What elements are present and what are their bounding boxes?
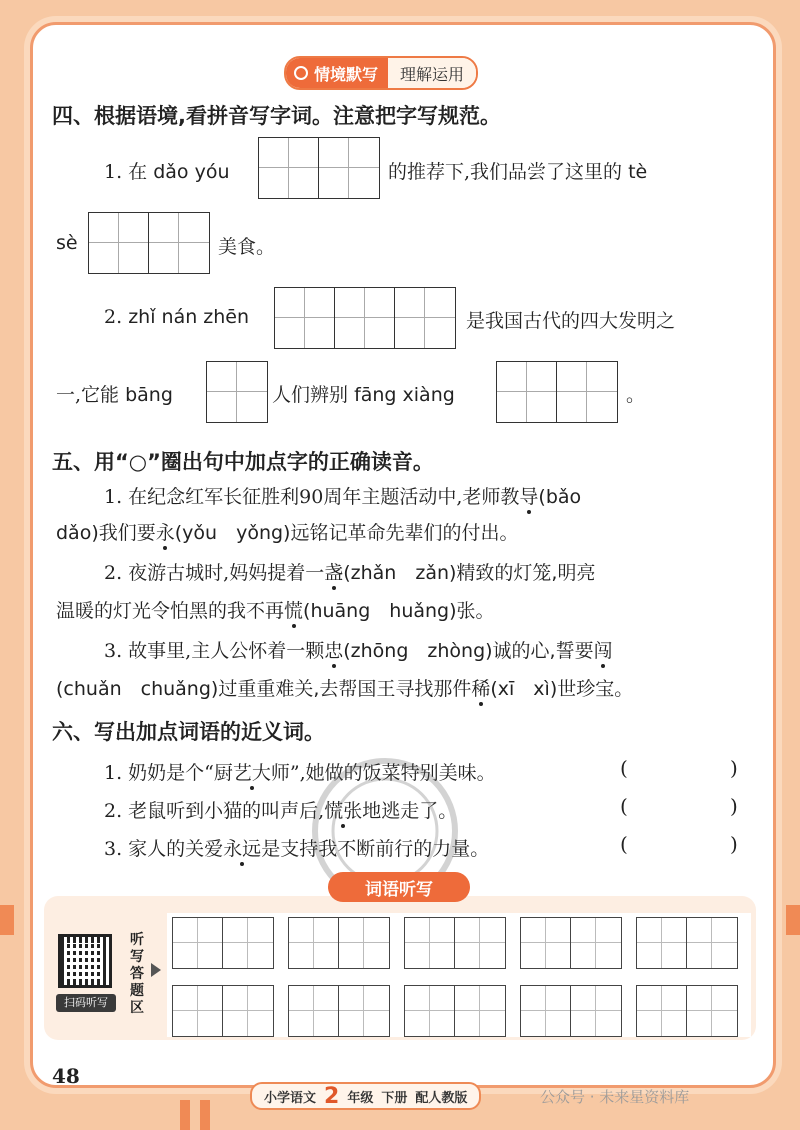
listening-banner: 词语听写 — [328, 872, 470, 902]
paren-open: ( — [620, 756, 628, 780]
q5-s2-line1 — [104, 558, 595, 585]
paren-close: ) — [730, 756, 738, 780]
page-number: 48 — [52, 1064, 80, 1088]
q5-s3-line2 — [56, 674, 633, 701]
q4-s1-prefix-text: 1. 在 — [104, 161, 148, 183]
dotted-char: 盏 — [324, 562, 344, 584]
listening-box[interactable] — [404, 985, 506, 1037]
q4-s2-line2b-text: 人们辨别 — [272, 384, 349, 406]
q4-s2-end: 。 — [626, 384, 646, 406]
dotted-char: 闯 — [593, 640, 613, 662]
q4-s2-prefix-text: 2. — [104, 306, 123, 328]
listening-box[interactable] — [520, 917, 622, 969]
footer-edition: 配人教版 — [415, 1090, 468, 1106]
dotted-char: 稀 — [471, 678, 491, 700]
q5-text: (huāng huǎng)张。 — [303, 600, 495, 622]
pinyin: dǎo)我们要 — [56, 522, 156, 544]
listening-side-label: 听写答题区 — [130, 932, 144, 1016]
answer-boxes[interactable] — [206, 361, 268, 423]
arrow-right-icon — [151, 963, 161, 977]
pinyin: sè — [56, 232, 78, 254]
q4-s2-line2a-text: 一,它能 — [56, 384, 120, 406]
answer-boxes[interactable] — [88, 212, 210, 274]
dotted-char: 导 — [519, 486, 539, 508]
q5-text: 1. 在纪念红军长征胜利90周年主题活动中,老师教 — [104, 486, 520, 508]
q6-text: 2. 老鼠听到小猫的叫声后, — [104, 800, 325, 822]
q4-s2-prefix — [104, 306, 249, 328]
banner-right-label: 理解运用 — [388, 58, 476, 88]
q4-s2-line2a — [56, 380, 173, 407]
pinyin: (bǎo — [538, 486, 582, 508]
dotted-char: 永 — [155, 522, 175, 544]
q5-s3-line1 — [104, 636, 613, 663]
footer-info — [250, 1082, 481, 1110]
footer-grade-num: 2 — [324, 1083, 340, 1109]
pinyin: tè — [628, 161, 648, 183]
q5-text: (zhōng zhòng)诚的心,誓要 — [343, 640, 594, 662]
paren-open: ( — [620, 832, 628, 856]
q6-title: 六、写出加点词语的近义词。 — [52, 720, 325, 744]
q4-s1-end: 美食。 — [218, 236, 276, 258]
answer-boxes[interactable] — [496, 361, 618, 423]
listening-box[interactable] — [172, 917, 274, 969]
q5-s1-line1 — [104, 482, 581, 509]
paren-open: ( — [620, 794, 628, 818]
q5-text: (yǒu yǒng)远铭记革命先辈们的付出。 — [174, 522, 519, 544]
dotted-char: 忠 — [324, 640, 344, 662]
pinyin: dǎo yóu — [153, 161, 230, 183]
pinyin: fāng xiàng — [354, 384, 455, 406]
q5-text: (zhǎn zǎn)精致的灯笼,明亮 — [343, 562, 596, 584]
q6-text: ”,她做的饭菜特别美味。 — [289, 762, 496, 784]
mic-icon — [294, 66, 308, 80]
listening-box[interactable] — [520, 985, 622, 1037]
answer-blank[interactable] — [640, 752, 726, 784]
q4-s1-mid-text: 的推荐下,我们品尝了这里的 — [388, 161, 623, 183]
footer-volume: 下册 — [381, 1090, 408, 1106]
dotted-word: 永远 — [223, 838, 262, 860]
banner-left-label: 情境默写 — [314, 64, 379, 84]
q4-s1-mid — [388, 157, 647, 184]
q6-text: 地逃走了。 — [362, 800, 458, 822]
q5-s1-line2 — [56, 518, 518, 545]
answer-blank[interactable] — [640, 828, 726, 860]
listening-box[interactable] — [404, 917, 506, 969]
answer-boxes[interactable] — [274, 287, 456, 349]
q5-text: (xī xì)世珍宝。 — [490, 678, 634, 700]
watermark: 公众号 · 未来星资料库 — [540, 1088, 690, 1106]
pinyin: bāng — [125, 384, 173, 406]
pinyin: zhǐ nán zhēn — [128, 306, 250, 328]
qr-code-icon[interactable] — [58, 934, 112, 988]
q5-text: (chuǎn chuǎng)过重重难关,去帮国王寻找那件 — [56, 678, 472, 700]
listening-box[interactable] — [288, 985, 390, 1037]
dotted-word: 慌张 — [324, 800, 363, 822]
scan-label[interactable]: 扫码听写 — [56, 994, 116, 1012]
q4-s1-prefix — [104, 157, 230, 184]
answer-boxes[interactable] — [258, 137, 380, 199]
side-tab-left — [0, 905, 14, 935]
q5-title: 五、用“○”圈出句中加点字的正确读音。 — [52, 450, 434, 474]
listening-box[interactable] — [172, 985, 274, 1037]
bottom-tab — [180, 1100, 190, 1130]
dotted-char: 慌 — [284, 600, 304, 622]
q4-title: 四、根据语境,看拼音写字词。注意把字写规范。 — [52, 104, 501, 128]
q5-text: 温暖的灯光令怕黑的我不再 — [56, 600, 285, 622]
listening-box[interactable] — [288, 917, 390, 969]
footer-subject: 小学语文 — [264, 1090, 317, 1106]
answer-blank[interactable] — [640, 790, 726, 822]
q5-s2-line2 — [56, 596, 495, 623]
bottom-tab — [200, 1100, 210, 1130]
listening-box[interactable] — [636, 985, 738, 1037]
q6-text: 3. 家人的关爱 — [104, 838, 224, 860]
q5-text: 2. 夜游古城时,妈妈提着一 — [104, 562, 325, 584]
dotted-word: 厨艺大师 — [213, 762, 290, 784]
paren-close: ) — [730, 794, 738, 818]
footer-grade-text: 年级 — [347, 1090, 374, 1106]
q5-text: 3. 故事里,主人公怀着一颗 — [104, 640, 325, 662]
q6-text: 1. 奶奶是个“ — [104, 762, 214, 784]
banner-left — [286, 58, 388, 88]
section-banner — [284, 56, 478, 90]
paren-close: ) — [730, 832, 738, 856]
q4-s1-line2 — [56, 232, 78, 254]
side-tab-right — [786, 905, 800, 935]
q4-s2-line2b — [272, 380, 455, 407]
q4-s2-mid: 是我国古代的四大发明之 — [466, 310, 676, 332]
q6-text: 是支持我不断前行的力量。 — [261, 838, 490, 860]
listening-box[interactable] — [636, 917, 738, 969]
